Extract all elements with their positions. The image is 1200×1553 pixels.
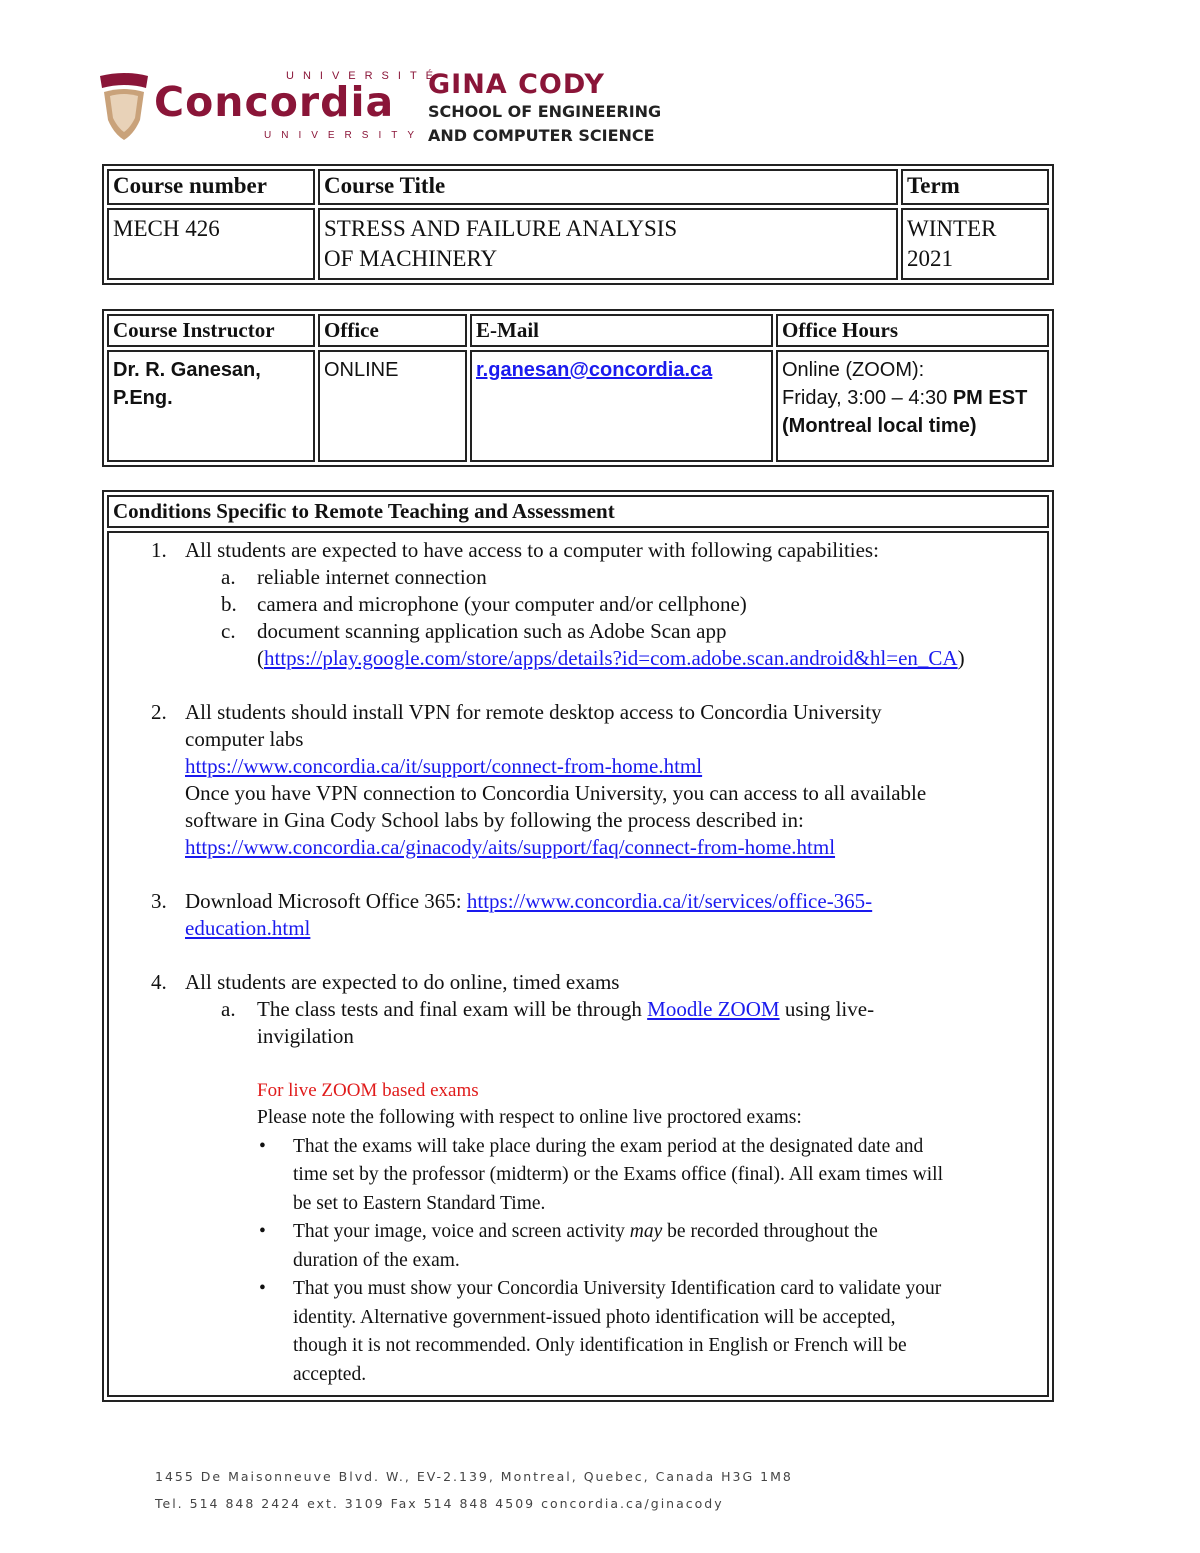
sub-item-c-link-line: (https://play.google.com/store/apps/details?id=com.adobe.scan.android&hl=en_CA) <box>257 646 965 670</box>
course-number-value: MECH 426 <box>113 216 220 241</box>
hours-line-2 <box>782 384 1043 412</box>
item-number: 4. <box>151 970 167 994</box>
header-term: Term <box>901 169 1049 205</box>
logo-wordmark: Concordia <box>154 78 395 126</box>
conditions-table <box>102 490 1054 1402</box>
footer-contact: Tel. 514 848 2424 ext. 3109 Fax 514 848 4509 concordia.ca/ginacody <box>155 1496 724 1511</box>
bullet-item-2 <box>257 1218 1043 1275</box>
conditions-heading: Conditions Specific to Remote Teaching and Assessment <box>107 495 1049 528</box>
hours-timezone: PM EST <box>952 387 1028 409</box>
bullet-3-line-4: accepted. <box>293 1363 367 1385</box>
term <box>901 208 1049 280</box>
moodle-zoom-link[interactable]: Moodle ZOOM <box>647 997 780 1021</box>
office-text: ONLINE <box>324 359 399 381</box>
bullet-item-3 <box>257 1275 1043 1389</box>
item-2-line-3: Once you have VPN connection to Concordia University, you can access to all available <box>185 781 927 805</box>
concordia-logo <box>96 66 443 146</box>
header-course-number: Course number <box>107 169 315 205</box>
instructor-table <box>102 309 1054 467</box>
item-number: 1. <box>151 538 167 562</box>
sub-item-b-text: camera and microphone (your computer and/or cellphone) <box>257 592 747 616</box>
sub-item-b <box>185 591 1043 618</box>
bullet-3-line-3: though it is not recommended. Only identification in English or French will be <box>293 1335 907 1356</box>
footer-address: 1455 De Maisonneuve Blvd. W., EV-2.139, Montreal, Quebec, Canada H3G 1M8 <box>155 1469 793 1484</box>
term-line-1: WINTER <box>907 216 997 241</box>
labs-link[interactable]: https://www.concordia.ca/ginacody/aits/support/faq/connect-from-home.html <box>185 835 836 859</box>
item-2-line-4: software in Gina Cody School labs by following the process described in: <box>185 808 804 832</box>
sub-item-c-text: document scanning application such as Adobe Scan app <box>257 619 727 643</box>
email-link[interactable]: r.ganesan@concordia.ca <box>476 359 713 381</box>
item-number: 3. <box>151 889 167 913</box>
hours-time: Friday, 3:00 – 4:30 <box>782 387 953 409</box>
logo-top-text: UNIVERSITÉ <box>286 70 443 82</box>
bullet-list <box>185 1133 1043 1390</box>
item-2-line-1: All students should install VPN for remote desktop access to Concordia University <box>185 700 882 724</box>
item-3-text: Download Microsoft Office 365: <box>185 889 467 913</box>
sub-item-4a-text: The class tests and final exam will be through <box>257 997 648 1021</box>
header-office: Office <box>318 314 467 347</box>
bullet-icon: • <box>259 1278 266 1299</box>
header-course-title: Course Title <box>318 169 898 205</box>
term-line-2: 2021 <box>907 246 953 271</box>
condition-item-3 <box>113 888 1043 942</box>
zoom-exams-heading: For live ZOOM based exams <box>257 1080 479 1101</box>
adobe-scan-link[interactable]: https://play.google.com/store/apps/details?id=com.adobe.scan.android&hl=en_CA <box>264 646 958 670</box>
school-name: GINA CODY <box>428 69 605 100</box>
bullet-2-pre: That your image, voice and screen activity <box>293 1221 630 1242</box>
sub-item-a <box>185 564 1043 591</box>
office-hours <box>776 350 1049 462</box>
bullet-2-emphasis: may <box>629 1221 663 1242</box>
header-course-instructor: Course Instructor <box>107 314 315 347</box>
condition-item-2 <box>113 699 1043 861</box>
course-title-line-2: OF MACHINERY <box>324 246 498 271</box>
shield-icon <box>98 70 150 144</box>
office-365-link-cont[interactable]: education.html <box>185 916 311 940</box>
sub-letter: b. <box>221 592 237 616</box>
conditions-body <box>107 531 1049 1397</box>
bullet-3-line-1: That you must show your Concordia University Identification card to validate your <box>293 1278 942 1299</box>
sub-letter: c. <box>221 619 236 643</box>
bullet-item-1 <box>257 1133 1043 1219</box>
office-value <box>318 350 467 462</box>
instructor-line-2: P.Eng. <box>113 387 173 409</box>
bullet-1-line-3: be set to Eastern Standard Time. <box>293 1192 546 1214</box>
item-1-text: All students are expected to have access to a computer with following capabilities: <box>185 538 879 562</box>
condition-item-4 <box>113 969 1043 1389</box>
item-number: 2. <box>151 700 167 724</box>
bullet-icon: • <box>259 1135 266 1157</box>
course-title <box>318 208 898 280</box>
hours-line-3: (Montreal local time) <box>782 415 977 437</box>
course-table <box>102 164 1054 285</box>
office-365-link[interactable]: https://www.concordia.ca/it/services/office-365- <box>466 889 873 913</box>
bullet-2-post: be recorded throughout the <box>662 1221 878 1242</box>
school-line-2: AND COMPUTER SCIENCE <box>428 126 655 145</box>
item-4-text: All students are expected to do online, timed exams <box>185 970 620 994</box>
footer <box>155 1463 793 1517</box>
bullet-icon: • <box>259 1221 266 1242</box>
conditions-list <box>113 537 1043 1389</box>
sub-item-4a <box>185 996 1043 1023</box>
bullet-1-line-1: That the exams will take place during the exam period at the designated date and <box>293 1135 924 1157</box>
sub-letter: a. <box>221 565 236 589</box>
vpn-link[interactable]: https://www.concordia.ca/it/support/connect-from-home.html <box>185 754 703 778</box>
school-logo <box>428 70 661 148</box>
course-number <box>107 208 315 280</box>
bullet-3-line-2: identity. Alternative government-issued photo identification will be accepted, <box>293 1306 896 1328</box>
sub-item-4a-post: using live- <box>779 997 875 1021</box>
sub-item-4a-line-2: invigilation <box>257 1024 354 1048</box>
header-email: E-Mail <box>470 314 773 347</box>
instructor-line-1: Dr. R. Ganesan, <box>113 359 261 381</box>
item-2-line-2: computer labs <box>185 727 304 751</box>
proctored-note: Please note the following with respect to online live proctored exams: <box>257 1107 802 1128</box>
condition-item-1 <box>113 537 1043 672</box>
instructor-name <box>107 350 315 462</box>
sub-item-c <box>185 618 1043 645</box>
email-cell <box>470 350 773 462</box>
logo-bottom-text: UNIVERSITY <box>264 130 425 141</box>
course-title-line-1: STRESS AND FAILURE ANALYSIS <box>324 216 678 241</box>
sub-letter: a. <box>221 997 236 1021</box>
bullet-2-line-2: duration of the exam. <box>293 1249 460 1271</box>
hours-line-1: Online (ZOOM): <box>782 359 925 381</box>
school-line-1: SCHOOL OF ENGINEERING <box>428 102 662 121</box>
bullet-1-line-2: time set by the professor (midterm) or the Exams office (final). All exam times will <box>293 1164 944 1185</box>
header-office-hours: Office Hours <box>776 314 1049 347</box>
sub-item-a-text: reliable internet connection <box>257 565 487 589</box>
